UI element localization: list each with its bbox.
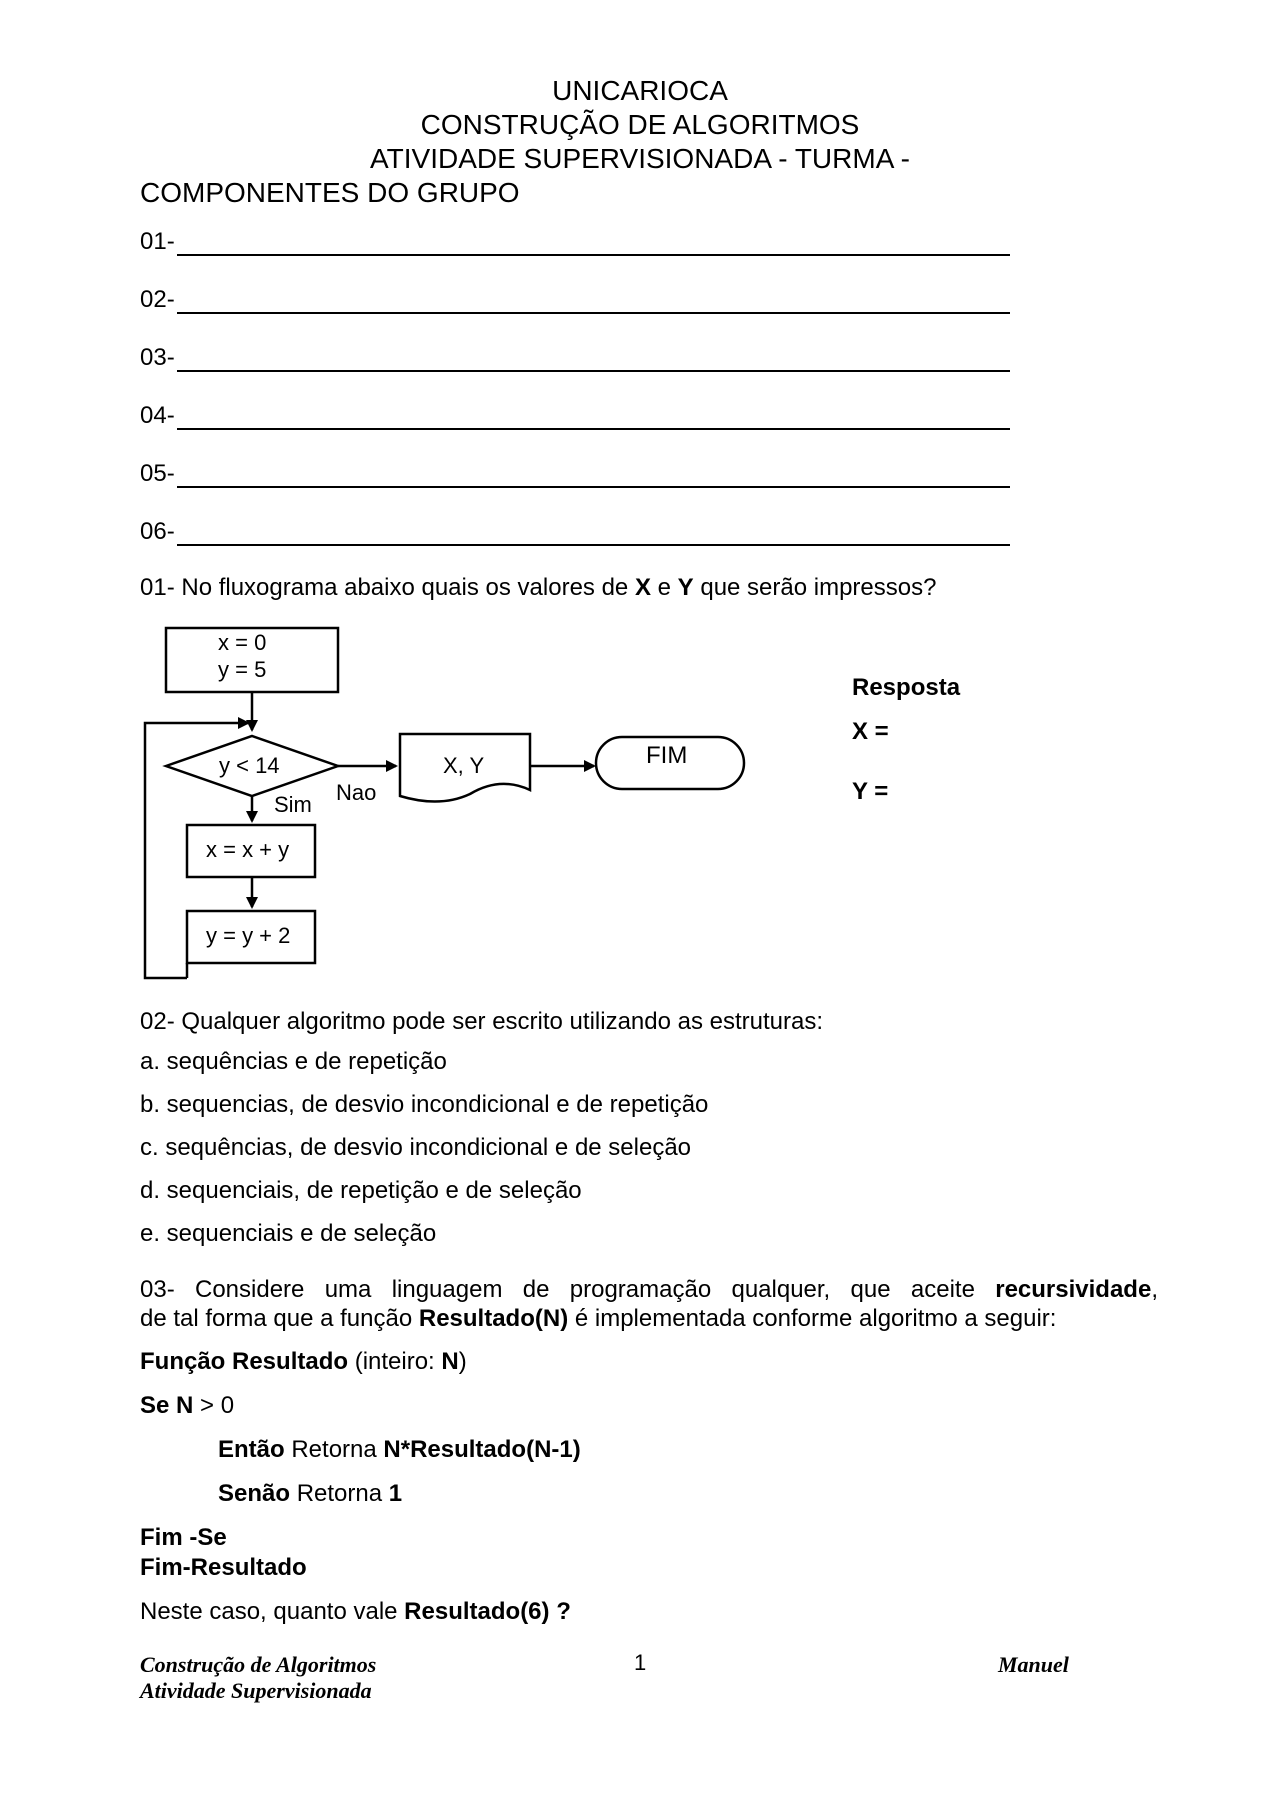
member-number: 05- [140,460,175,487]
member-number: 04- [140,402,175,429]
page-number: 1 [634,1650,647,1675]
option-d[interactable]: d. sequenciais, de repetição e de seleção [140,1177,582,1204]
course-name: CONSTRUÇÃO DE ALGORITMOS [420,109,860,140]
footer-activity: Atividade Supervisionada [140,1678,372,1703]
member-number: 03- [140,344,175,371]
question-1: 01- No fluxograma abaixo quais os valores de X e Y que serão impressos? [140,574,937,601]
end-function: Fim-Resultado [140,1554,307,1581]
member-number: 02- [140,286,175,313]
func-declaration: Função Resultado (inteiro: N) [140,1348,467,1375]
decision-label: y < 14 [219,753,280,778]
step1-label: x = x + y [206,837,290,862]
end-label: FIM [646,742,688,769]
end-if: Fim -Se [140,1524,227,1551]
option-a[interactable]: a. sequências e de repetição [140,1048,447,1075]
option-e[interactable]: e. sequenciais e de seleção [140,1220,437,1247]
no-label: Nao [336,780,377,805]
answer-x[interactable]: X = [852,718,889,745]
output-label: X, Y [443,753,485,778]
member-number: 06- [140,518,175,545]
yes-label: Sim [274,792,312,817]
activity-title: ATIVIDADE SUPERVISIONADA - TURMA - [370,143,910,174]
option-c[interactable]: c. sequências, de desvio incondicional e de seleção [140,1134,692,1161]
if-statement: Se N > 0 [140,1392,235,1419]
member-number: 01- [140,228,175,255]
else-branch: Senão Retorna 1 [218,1480,403,1507]
question-3-line-1: 03- Considere uma linguagem de programação qualquer, que aceite recursividade, [140,1276,1158,1303]
footer-author: Manuel [998,1652,1069,1677]
then-branch: Então Retorna N*Resultado(N-1) [218,1436,581,1463]
final-question: Neste caso, quanto vale Resultado(6) ? [140,1598,571,1625]
step2-label: y = y + 2 [206,923,291,948]
answer-title: Resposta [852,674,961,701]
init-y-label: y = 5 [218,657,267,682]
question-2: 02- Qualquer algoritmo pode ser escrito utilizando as estruturas: [140,1008,824,1035]
question-3-line-2: de tal forma que a função Resultado(N) é implementada conforme algoritmo a seguir: [140,1305,1057,1332]
footer-course: Construção de Algoritmos [140,1652,377,1677]
institution-name: UNICARIOCA [552,75,728,106]
option-b[interactable]: b. sequencias, de desvio incondicional e de repetição [140,1091,709,1118]
answer-y[interactable]: Y = [852,778,889,805]
group-title: COMPONENTES DO GRUPO [140,177,520,208]
init-x-label: x = 0 [218,630,267,655]
